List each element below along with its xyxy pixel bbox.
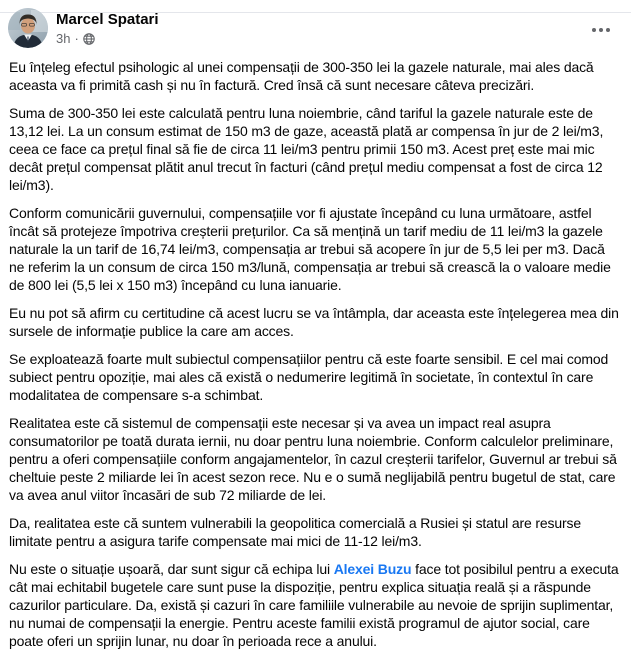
- avatar[interactable]: [8, 8, 48, 48]
- paragraph-text: Nu este o situație ușoară, dar sunt sigur că echipa lui: [9, 561, 334, 577]
- header-text: [56, 8, 159, 47]
- paragraph-with-mention: [9, 560, 622, 650]
- paragraph: Se exploatează foarte mult subiectul compensațiilor pentru că este foarte sensibil. E cel mai comod subiect pentru opoziție, mai ales că există o nedumerire legitimă în societate, în contextul în care modalitatea de compensare s-a schimbat.: [9, 351, 609, 403]
- author-name[interactable]: Marcel Spatari: [56, 11, 159, 28]
- paragraph: Eu nu pot să afirm cu certitudine că acest lucru se va întâmpla, dar aceasta este înțelegerea mea din sursele de informație publice la care am acces.: [9, 305, 619, 339]
- avatar-photo: [8, 8, 48, 48]
- paragraph: Da, realitatea este că suntem vulnerabili la geopolitica comercială a Rusiei și statul are resurse limitate pentru a asigura tarife compensate mai mici de 11-12 lei/m3.: [9, 515, 582, 549]
- post-header: [0, 0, 631, 52]
- post-meta: [56, 31, 159, 47]
- timestamp[interactable]: 3h: [56, 31, 71, 46]
- paragraph: Realitatea este că sistemul de compensații este necesar și va avea un impact real asupra consumatorilor pe toată durata iernii, nu doar pentru luna noiembrie. Conform calculelor preliminare, pentru a oferi compensațiile conform angajamentelor, în cazul creșterii tarifelor, Guvernul ar trebui să cheltuie peste 2 miliarde lei în acest sezon rece. Nu e o sumă neglijabilă pentru bugetul de stat, care va avea anul viitor încasări de sub 72 miliarde de lei.: [9, 415, 617, 503]
- ellipsis-icon: [591, 27, 611, 33]
- mention-link-alexei-buzu[interactable]: Alexei Buzu: [333, 561, 412, 577]
- meta-separator: ·: [74, 31, 79, 46]
- more-options-button[interactable]: [585, 14, 617, 46]
- post-content: [0, 52, 631, 650]
- paragraph-text: face tot posibilul pentru a executa cât mai echitabil bugetele care sunt puse la dispoziție, pentru explica situația reală și a răspunde cazurilor particulare. Da, există și cazuri în care familiile vulnerabile au nevoie de sprijin suplimentar, nu numai de compensații la energie. Pentru aceste familii există programul de ajutor social, care poate oferi un sprijin lunar, nu doar în perioada rece a anului.: [9, 561, 619, 649]
- paragraph: Eu înțeleg efectul psihologic al unei compensații de 300-350 lei la gazele naturale, mai ales dacă aceasta va fi primită cash și nu în factură. Cred însă că sunt necesare câteva precizări.: [9, 59, 594, 93]
- globe-icon: [83, 33, 95, 45]
- paragraph: Conform comunicării guvernului, compensațiile vor fi ajustate începând cu luna următoare, astfel încât să protejeze împotriva creșterii prețurilor. Ca să mențină un tarif mediu de 11 lei/m3 la gazele naturale la un tarif de 16,74 lei/m3, compensația ar trebui să acopere în jur de 5,5 lei per m3. Dacă ne referim la un consum de circa 150 m3/lună, compensația ar trebui să crească la o valoare medie de 800 lei (5,5 lei x 150 m3) începând cu luna ianuarie.: [9, 205, 611, 293]
- paragraph: Suma de 300-350 lei este calculată pentru luna noiembrie, când tariful la gazele naturale este de 13,12 lei. La un consum estimat de 150 m3 de gaze, această plată ar compensa în jur de 2 lei/m3, ceea ce face ca prețul final să fie de circa 11 lei/m3 pentru primii 150 m3. Acest preț este mai mic decât prețul compensat plătit anul trecut în facturi (când prețul mediu compensat a fost de circa 12 lei/m3).: [9, 105, 604, 193]
